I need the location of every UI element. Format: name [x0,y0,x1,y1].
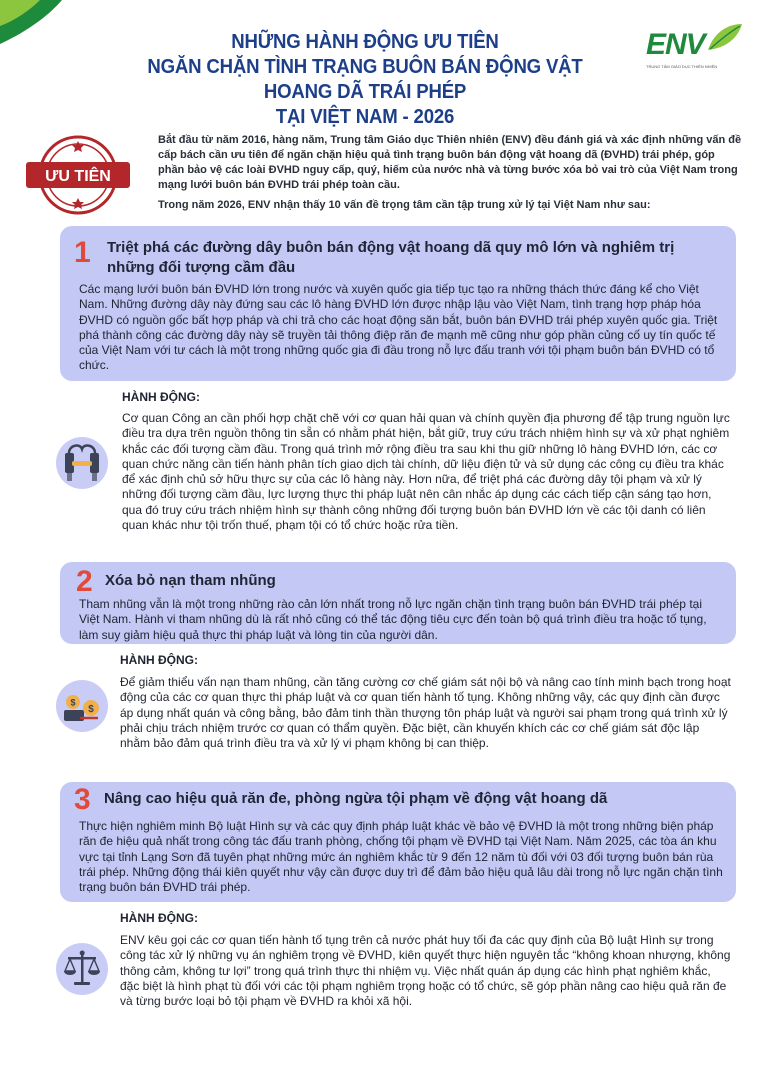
stamp-label: ƯU TIÊN [45,168,111,185]
section-1-number: 1 [74,236,91,269]
page-title [110,30,620,130]
intro-paragraph-1: Bắt đầu từ năm 2016, hàng năm, Trung tâm Giáo dục Thiên nhiên (ENV) đều đánh giá và xác định những vấn đề cấp bách cần ưu tiên để ngăn chặn hiệu quả tình trạng buôn bán động vật hoang dã (ĐVHD) trái phép, góp phần bảo vệ các loài ĐVHD nguy cấp, quý, hiếm của nước nhà và từng bước xóa bỏ vai trò của Việt Nam trong mạng lưới buôn bán ĐVHD trái phép toàn cầu. [158,134,742,191]
section-1-action-body: Cơ quan Công an cần phối hợp chặt chẽ với cơ quan hải quan và chính quyền địa phương để tập trung nguồn lực điều tra dựa trên nguồn thông tin sẵn có nhằm phát hiện, bắt giữ, truy cứu trách nhiệm hình sự và xử phạt nghiêm khắc các đối tượng cầm đầu. Trong quá trình mở rộng điều tra sau khi thu giữ những lô hàng ĐVHD lớn, các cơ quan chức năng cần tiến hành phân tích giao dịch tài chính, dữ liệu điện tử và sử dụng các công cụ điều tra khác để xác định chủ sở hữu thực sự của các lô hàng này. Hơn nữa, để triệt phá các đường dây tội phạm và xử lý những đối tượng cầm đầu, lực lượng thực thi pháp luật nên cân nhắc áp dụng các cách tiếp cận sáng tạo hơn, qua đó truy cứu trách nhiệm hình sự thành công những đối tượng buôn bán ĐVHD lớn về các tội danh có liên quan khác như tội trốn thuế, phạm tội có tổ chức hoặc rửa tiền. [122,411,730,533]
section-1-body: Các mạng lưới buôn bán ĐVHD lớn trong nước và xuyên quốc gia tiếp tục tạo ra những thách thức đáng kể cho Việt Nam. Những đường dây này đứng sau các lô hàng ĐVHD lớn được nhập lậu vào Việt Nam, tình trạng hợp pháp hóa ĐVHD có nguồn gốc bất hợp pháp và chi trả cho các hoạt động săn bắt, buôn bán ĐVHD trái phép xuyên quốc gia. Triệt phá thành công các đường dây này sẽ truyền tải thông điệp răn đe mạnh mẽ cũng như góp phần củng cố uy tín quốc tế của Việt Nam với tư cách là một trong những quốc gia đi đầu trong nỗ lực đấu tranh với tội phạm buôn bán ĐVHD có tổ chức. [79,282,718,373]
bribe-money-icon [56,680,108,732]
section-3-icon-bg [56,943,108,995]
section-2-icon-bg [56,680,108,732]
section-3-action-label: HÀNH ĐỘNG: [120,911,198,925]
scales-of-justice-icon [56,943,108,995]
section-3-body: Thực hiện nghiêm minh Bộ luật Hình sự và các quy định pháp luật khác về bảo vệ ĐVHD là một trong những biện pháp răn đe hiệu quả nhất trong công tác đấu tranh phòng, chống tội phạm về ĐVHD tại Việt Nam. Năm 2025, các tòa án khu vực tại tỉnh Lạng Sơn đã tuyên phạt những mức án nghiêm khắc từ 9 đến 12 năm tù đối với 03 đối tượng buôn bán rùa trái phép. Những động thái kiên quyết như vậy cần được duy trì để đảm bảo hiệu quả lâu dài trong nỗ lực ngăn chặn tình trạng buôn bán ĐVHD trái phép. [79,819,723,895]
svg-text:$: $ [70,697,76,708]
section-2-action-body: Để giảm thiểu vấn nạn tham nhũng, cần tăng cường cơ chế giám sát nội bộ và nâng cao tính minh bạch trong hoạt động của các cơ quan thực thi pháp luật và cơ quan tiến hành tố tụng. Không những vậy, các quy định cần được áp dụng nhất quán và công bằng, bảo đảm tinh thần thượng tôn pháp luật và người sai phạm trong quá trình xử lý phải chịu trách nhiệm trước cơ quan có thẩm quyền. Đặc biệt, cần khuyến khích các cơ chế giám sát độc lập nhằm bảo đảm quá trình điều tra và xử lý vi phạm không bị can thiệp. [120,675,731,751]
svg-text:$: $ [88,704,94,715]
section-2-title: Xóa bỏ nạn tham nhũng [105,572,276,589]
section-1-title: Triệt phá các đường dây buôn bán động vật hoang dã quy mô lớn và nghiêm trị những đối tượng cầm đầu [107,239,675,276]
section-3-number: 3 [74,783,91,816]
intro-text [158,133,743,218]
section-2-action-label: HÀNH ĐỘNG: [120,653,198,667]
handcuffs-icon [56,437,108,489]
section-1-icon-bg [56,437,108,489]
corner-decoration [0,0,70,52]
title-line-1: NHỮNG HÀNH ĐỘNG ƯU TIÊN [231,31,499,53]
title-line-2: NGĂN CHẶN TÌNH TRẠNG BUÔN BÁN ĐỘNG VẬT HOANG DÃ TRÁI PHÉP [147,56,583,103]
env-logo [646,22,746,74]
section-2-number: 2 [76,565,93,598]
logo-text: ENV [646,28,705,61]
leaf-icon [706,22,744,52]
section-3-title: Nâng cao hiệu quả răn đe, phòng ngừa tội phạm về động vật hoang dã [104,790,608,807]
logo-subtext: TRUNG TÂM GIÁO DỤC THIÊN NHIÊN [646,64,718,69]
section-3-action-body: ENV kêu gọi các cơ quan tiến hành tố tụng trên cả nước phát huy tối đa các quy định của Bộ luật Hình sự trong công tác xử lý những vụ án nghiêm trọng về ĐVHD, kiên quyết thực hiện nguyên tắc “không khoan nhượng, không thông cảm, không tư lợi” trong quá trình thực thi nhiệm vụ. Việc nhất quán áp dụng các hình phạt nghiêm khắc, đặc biệt là hình phạt tù đối với các tội phạm nghiêm trọng hoặc có tổ chức, sẽ góp phần nâng cao hiệu quả răn đe và từng bước loại bỏ tội phạm về ĐVHD ra khỏi xã hội. [120,933,731,1009]
section-2-body: Tham nhũng vẫn là một trong những rào cản lớn nhất trong nỗ lực ngăn chặn tình trạng buôn bán ĐVHD trái phép tại Việt Nam. Hành vi tham nhũng dù là rất nhỏ cũng có thể tác động tiêu cực đến toàn bộ quá trình điều tra hoặc tố tụng, làm suy giảm hiệu quả thực thi pháp luật và lòng tin của người dân. [79,597,707,642]
section-1-action-label: HÀNH ĐỘNG: [122,390,200,404]
title-line-3: TẠI VIỆT NAM - 2026 [275,106,455,128]
intro-paragraph-2: Trong năm 2026, ENV nhận thấy 10 vấn đề trọng tâm cần tập trung xử lý tại Việt Nam như sau: [158,199,651,211]
priority-stamp [22,132,134,218]
